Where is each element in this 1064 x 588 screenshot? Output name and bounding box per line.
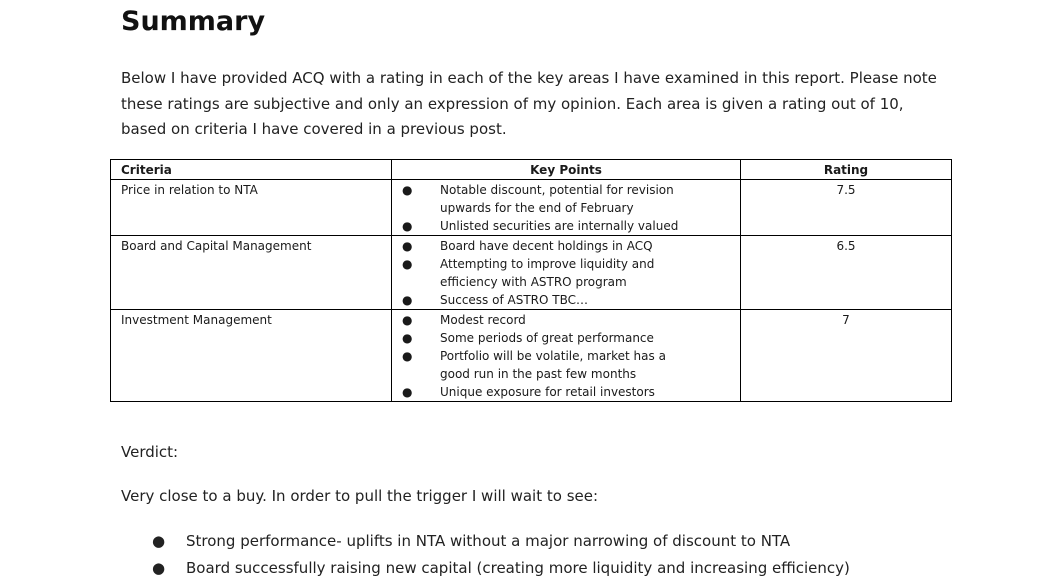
key-point-text: Attempting to improve liquidity and efficiency with ASTRO program xyxy=(440,257,655,289)
rating-cell: 7.5 xyxy=(741,180,952,236)
table-row xyxy=(111,180,952,236)
condition-text: Strong performance- uplifts in NTA without a major narrowing of discount to NTA xyxy=(186,532,791,550)
intro-paragraph: Below I have provided ACQ with a rating in each of the key areas I have examined in this report. Please note these ratings are subjective and only an expression of my opinion. Each area is given a rating out of 10, based on criteria I have covered in a previous post. xyxy=(121,69,937,138)
bullet-icon: ● xyxy=(402,257,413,271)
criteria-cell: Board and Capital Management xyxy=(111,236,392,310)
key-point-text: Some periods of great performance xyxy=(440,331,654,345)
criteria-cell: Investment Management xyxy=(111,310,392,402)
rating-cell: 6.5 xyxy=(741,236,952,310)
key-point-item xyxy=(402,217,685,235)
key-point-text: Unique exposure for retail investors xyxy=(440,385,655,399)
bullet-icon: ● xyxy=(402,313,413,327)
ratings-table xyxy=(110,159,952,402)
key-points-list xyxy=(402,311,730,401)
key-points-list xyxy=(402,237,730,309)
key-points-cell xyxy=(392,236,741,310)
bullet-icon: ● xyxy=(152,532,166,550)
conditions-list xyxy=(150,528,850,582)
bullet-icon: ● xyxy=(402,219,413,233)
bullet-icon: ● xyxy=(402,385,413,399)
bullet-icon: ● xyxy=(402,239,413,253)
condition-text: Board successfully raising new capital (creating more liquidity and increasing efficiency) xyxy=(186,559,850,577)
key-point-text: Success of ASTRO TBC… xyxy=(440,293,588,307)
page-title: Summary xyxy=(121,6,266,37)
key-point-text: Unlisted securities are internally valued xyxy=(440,219,679,233)
condition-item xyxy=(150,528,850,555)
key-points-cell xyxy=(392,310,741,402)
key-points-list xyxy=(402,181,730,235)
key-point-item xyxy=(402,255,685,291)
key-point-text: Portfolio will be volatile, market has a good run in the past few months xyxy=(440,349,666,381)
key-point-item xyxy=(402,329,685,347)
header-criteria: Criteria xyxy=(111,160,392,180)
key-point-text: Modest record xyxy=(440,313,526,327)
key-point-item xyxy=(402,291,685,309)
bullet-icon: ● xyxy=(152,559,166,577)
key-point-item xyxy=(402,347,685,383)
condition-item xyxy=(150,555,850,582)
table-header-row xyxy=(111,160,952,180)
key-points-cell xyxy=(392,180,741,236)
key-point-item xyxy=(402,237,685,255)
header-key-points: Key Points xyxy=(392,160,741,180)
bullet-icon: ● xyxy=(402,183,413,197)
table-row xyxy=(111,236,952,310)
bullet-icon: ● xyxy=(402,349,413,363)
rating-cell: 7 xyxy=(741,310,952,402)
key-point-item xyxy=(402,311,685,329)
bullet-icon: ● xyxy=(402,331,413,345)
key-point-text: Board have decent holdings in ACQ xyxy=(440,239,653,253)
key-point-text: Notable discount, potential for revision upwards for the end of February xyxy=(440,183,674,215)
verdict-label: Verdict: xyxy=(121,443,179,461)
header-rating: Rating xyxy=(741,160,952,180)
key-point-item xyxy=(402,383,685,401)
table-row xyxy=(111,310,952,402)
key-point-item xyxy=(402,181,685,217)
criteria-cell: Price in relation to NTA xyxy=(111,180,392,236)
verdict-text: Very close to a buy. In order to pull the trigger I will wait to see: xyxy=(121,487,599,505)
bullet-icon: ● xyxy=(402,293,413,307)
